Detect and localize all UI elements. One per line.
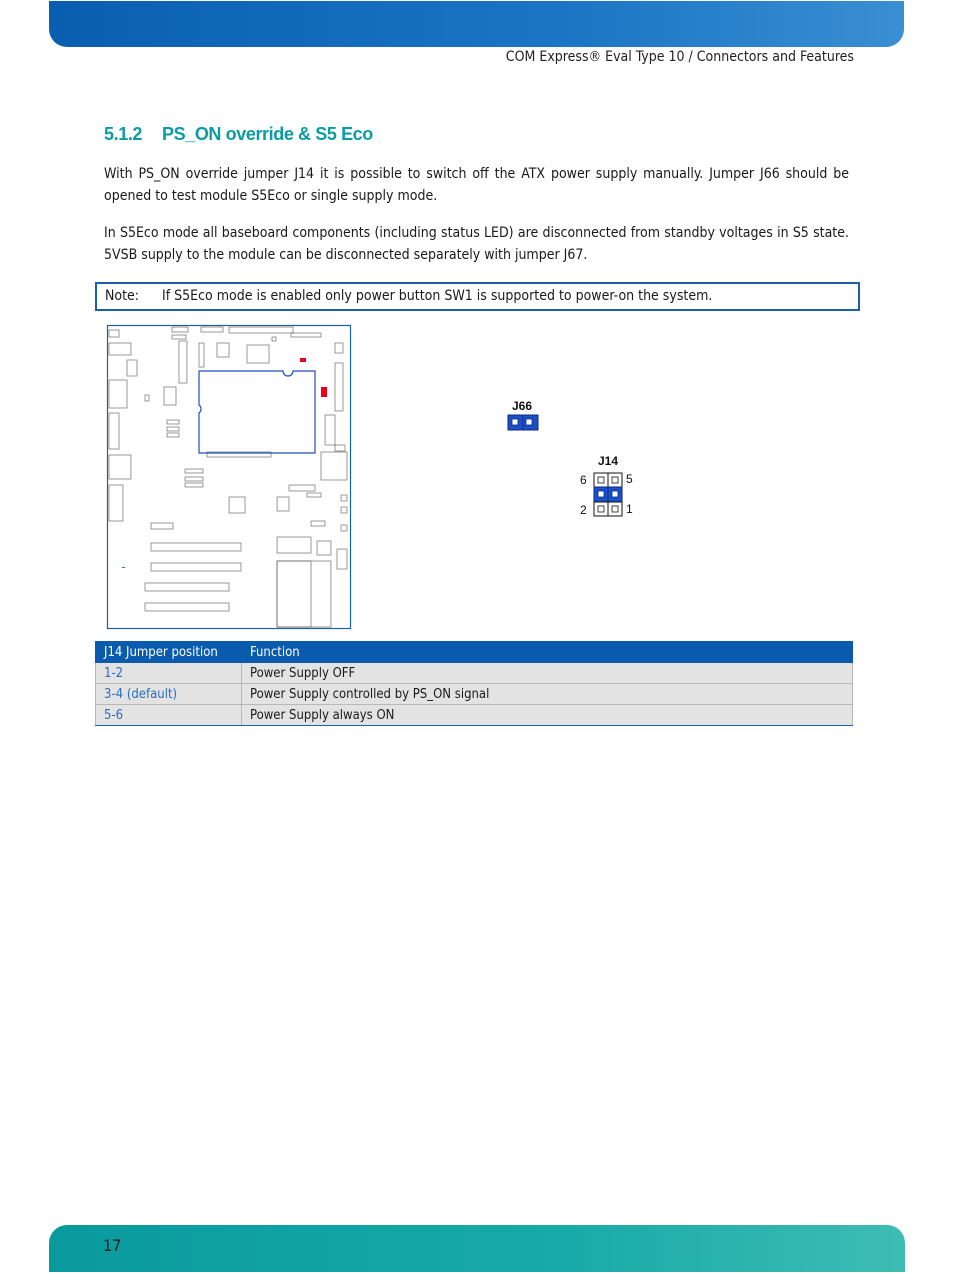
j14-label: J14	[598, 454, 619, 468]
table-cell-position: 5-6	[96, 705, 242, 726]
j14-function-table	[95, 641, 853, 726]
footer-bar	[49, 1225, 905, 1272]
page-number: 17	[103, 1236, 122, 1255]
table-cell-position: 1-2	[96, 663, 242, 684]
section-title	[104, 124, 373, 145]
table-header-position: J14 Jumper position	[96, 642, 242, 663]
pin-1-label: 1	[626, 502, 633, 516]
table-row	[96, 684, 853, 705]
jumper-j66	[508, 415, 538, 430]
pin-5-label: 5	[626, 472, 633, 486]
header-bar	[49, 1, 904, 47]
table-cell-function: Power Supply controlled by PS_ON signal	[242, 684, 853, 705]
baseboard-drawing	[107, 325, 351, 629]
table-row	[96, 663, 853, 684]
table-cell-function: Power Supply OFF	[242, 663, 853, 684]
note-label: Note:	[105, 288, 140, 304]
paragraph-1: With PS_ON override jumper J14 it is possible to switch off the ATX power supply manually. Jumper J66 should be opened to test module S5Eco or single supply mode.	[104, 166, 849, 204]
j66-label: J66	[512, 399, 533, 413]
note-text: If S5Eco mode is enabled only power button SW1 is supported to power-on the system.	[162, 288, 713, 304]
table-row	[96, 705, 853, 726]
section-title-text: PS_ON override & S5 Eco	[162, 124, 373, 144]
table-header-row	[96, 642, 853, 663]
pin-2-label: 2	[580, 503, 587, 517]
paragraph-2: In S5Eco mode all baseboard components (including status LED) are disconnected from standby voltages in S5 state. 5VSB supply to the module can be disconnected separately with jumper J67.	[104, 225, 849, 263]
table-header-function: Function	[242, 642, 853, 663]
note-box	[95, 282, 860, 311]
table-cell-function: Power Supply always ON	[242, 705, 853, 726]
jumper-diagram	[512, 380, 670, 525]
jumper-j14	[594, 473, 622, 516]
table-cell-position: 3-4 (default)	[96, 684, 242, 705]
section-number: 5.1.2	[104, 124, 143, 144]
highlight-j66	[321, 387, 327, 397]
highlight-j14	[300, 358, 306, 362]
pin-6-label: 6	[580, 473, 587, 487]
running-head: COM Express® Eval Type 10 / Connectors and Features	[505, 49, 854, 65]
